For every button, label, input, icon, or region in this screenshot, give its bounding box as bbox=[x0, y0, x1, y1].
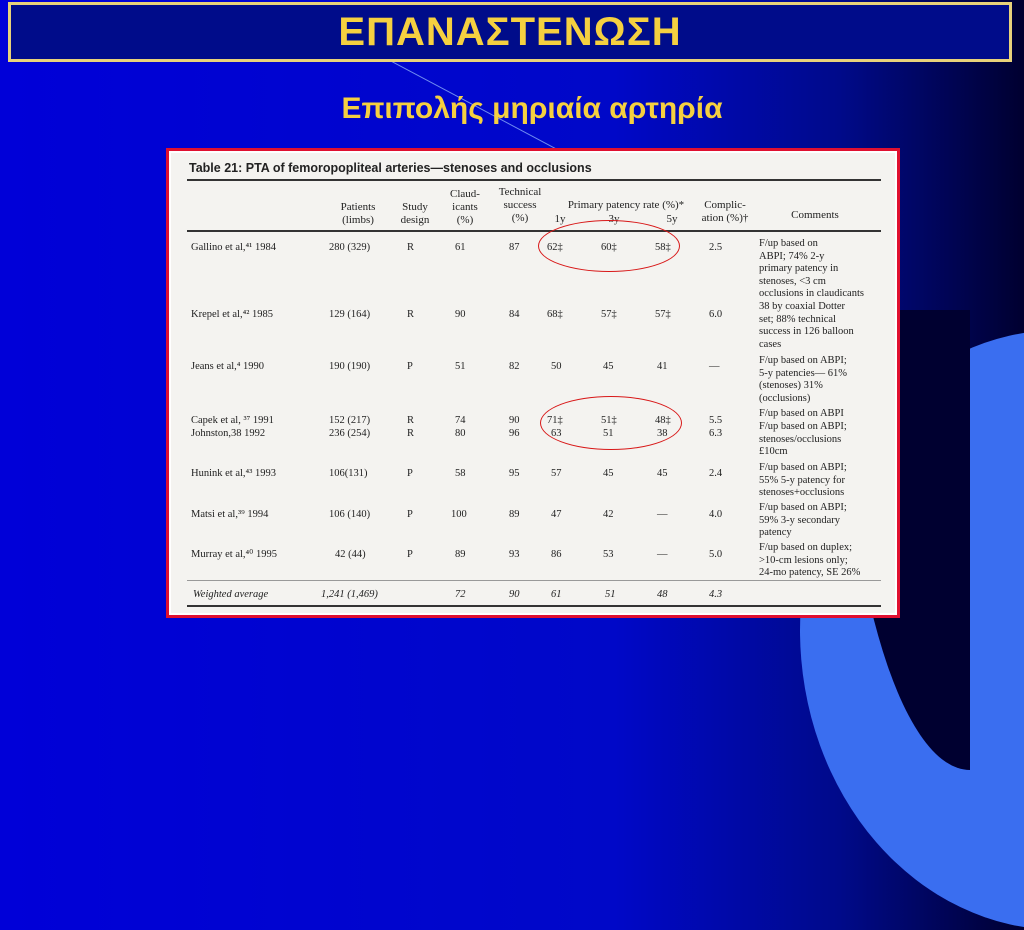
header-3y: 3y bbox=[608, 213, 620, 225]
average-rule bbox=[187, 580, 881, 581]
cell-3y: 42 bbox=[603, 509, 614, 520]
header-patients: Patients (limbs) bbox=[340, 201, 376, 226]
cell-5y: 48 bbox=[657, 589, 668, 600]
table-image-frame bbox=[166, 148, 900, 618]
cell-3y: 51 bbox=[605, 589, 616, 600]
header-claudicants: Claud- icants (%) bbox=[450, 188, 480, 226]
header-1y: 1y bbox=[554, 213, 566, 225]
comment-jeans: F/up based on ABPI; 5-y patencies— 61% (stenoses) 31% (occlusions) bbox=[759, 355, 848, 404]
header-5y: 5y bbox=[666, 213, 678, 225]
cell-1y: 63 bbox=[551, 428, 562, 439]
comment-gallino: F/up based on ABPI; 74% 2-y primary patency in stenoses, <3 cm occlusions in claudicants 38 by coaxial Dotter set; 88% technical success in 126 balloon cases bbox=[759, 238, 864, 350]
comment-murray: F/up based on duplex; >10-cm lesions only; 24-mo patency, SE 26% bbox=[759, 542, 861, 579]
cell-study: Capek et al, ³⁷ 1991 bbox=[191, 415, 274, 426]
cell-patients: 152 (217) bbox=[329, 415, 371, 426]
cell-1y: 50 bbox=[551, 361, 562, 372]
cell-tech: 87 bbox=[509, 242, 520, 253]
cell-patients: 42 (44) bbox=[335, 549, 366, 560]
cell-study: Gallino et al,⁴¹ 1984 bbox=[191, 242, 276, 253]
cell-tech: 96 bbox=[509, 428, 520, 439]
cell-3y: 57‡ bbox=[601, 309, 617, 320]
cell-claud: 58 bbox=[455, 468, 466, 479]
cell-tech: 90 bbox=[509, 589, 520, 600]
cell-study: Krepel et al,⁴² 1985 bbox=[191, 309, 274, 320]
cell-5y: 57‡ bbox=[655, 309, 671, 320]
table-caption: Table 21: PTA of femoropopliteal arteries—stenoses and occlusions bbox=[189, 161, 592, 175]
header-patency: Primary patency rate (%)* bbox=[567, 199, 685, 211]
cell-5y: 45 bbox=[657, 468, 668, 479]
header-rule bbox=[187, 230, 881, 232]
cell-5y: — bbox=[657, 549, 668, 560]
cell-3y: 53 bbox=[603, 549, 614, 560]
cell-claud: 74 bbox=[455, 415, 466, 426]
comment-capek: F/up based on ABPI bbox=[759, 408, 844, 419]
cell-comp: 4.0 bbox=[709, 509, 723, 520]
cell-claud: 89 bbox=[455, 549, 466, 560]
cell-tech: 84 bbox=[509, 309, 520, 320]
cell-comp: 4.3 bbox=[709, 589, 723, 600]
cell-3y: 60‡ bbox=[601, 242, 617, 253]
cell-patients: 106(131) bbox=[329, 468, 368, 479]
cell-study: Johnston,38 1992 bbox=[191, 428, 266, 439]
cell-5y: 48‡ bbox=[655, 415, 671, 426]
cell-claud: 80 bbox=[455, 428, 466, 439]
cell-3y: 45 bbox=[603, 468, 614, 479]
cell-5y: 58‡ bbox=[655, 242, 671, 253]
cell-design: R bbox=[407, 309, 415, 320]
cell-comp: 6.3 bbox=[709, 428, 723, 439]
header-comments: Comments bbox=[791, 209, 839, 221]
header-complication: Complic- ation (%)† bbox=[701, 199, 749, 224]
cell-claud: 100 bbox=[451, 509, 467, 520]
cell-claud: 61 bbox=[455, 242, 466, 253]
cell-tech: 95 bbox=[509, 468, 520, 479]
header-technical: Technical success (%) bbox=[498, 186, 542, 224]
cell-comp: — bbox=[709, 361, 720, 372]
cell-patients: 236 (254) bbox=[329, 428, 371, 439]
cell-patients: 190 (190) bbox=[329, 361, 371, 372]
cell-design: P bbox=[407, 468, 413, 479]
cell-design: P bbox=[407, 549, 413, 560]
cell-3y: 51‡ bbox=[601, 415, 617, 426]
cell-tech: 93 bbox=[509, 549, 520, 560]
cell-claud: 51 bbox=[455, 361, 466, 372]
title-bar bbox=[8, 2, 1012, 62]
cell-design: R bbox=[407, 415, 415, 426]
scanned-table bbox=[171, 153, 895, 613]
comment-hunink: F/up based on ABPI; 55% 5-y patency for stenoses+occlusions bbox=[759, 462, 847, 499]
cell-3y: 45 bbox=[603, 361, 614, 372]
cell-design: P bbox=[407, 509, 413, 520]
cell-1y: 47 bbox=[551, 509, 562, 520]
cell-patients: 1,241 (1,469) bbox=[321, 589, 378, 600]
highlight-circle-gallino bbox=[538, 220, 680, 272]
table-bottom-rule bbox=[187, 605, 881, 607]
caption-rule bbox=[187, 179, 881, 181]
cell-comp: 5.0 bbox=[709, 549, 723, 560]
cell-5y: — bbox=[657, 509, 668, 520]
cell-study: Jeans et al,⁴ 1990 bbox=[191, 361, 265, 372]
comment-johnston: F/up based on ABPI; stenoses/occlusions £10cm bbox=[759, 421, 847, 458]
cell-comp: 5.5 bbox=[709, 415, 723, 426]
cell-patients: 129 (164) bbox=[329, 309, 371, 320]
cell-tech: 82 bbox=[509, 361, 520, 372]
cell-1y: 61 bbox=[551, 589, 562, 600]
highlight-circle-capek-johnston bbox=[540, 396, 682, 450]
cell-5y: 41 bbox=[657, 361, 668, 372]
cell-study: Weighted average bbox=[193, 589, 269, 600]
cell-design: R bbox=[407, 242, 415, 253]
cell-study: Matsi et al,³⁹ 1994 bbox=[191, 509, 269, 520]
cell-design: P bbox=[407, 361, 413, 372]
cell-study: Hunink et al,⁴³ 1993 bbox=[191, 468, 276, 479]
cell-1y: 68‡ bbox=[547, 309, 563, 320]
cell-1y: 86 bbox=[551, 549, 562, 560]
cell-claud: 90 bbox=[455, 309, 466, 320]
cell-3y: 51 bbox=[603, 428, 614, 439]
cell-design: R bbox=[407, 428, 415, 439]
cell-1y: 62‡ bbox=[547, 242, 563, 253]
cell-claud: 72 bbox=[455, 589, 466, 600]
cell-comp: 6.0 bbox=[709, 309, 723, 320]
cell-patients: 280 (329) bbox=[329, 242, 371, 253]
cell-tech: 89 bbox=[509, 509, 520, 520]
cell-5y: 38 bbox=[657, 428, 668, 439]
cell-patients: 106 (140) bbox=[329, 509, 371, 520]
header-design: Study design bbox=[400, 201, 430, 226]
cell-1y: 57 bbox=[551, 468, 562, 479]
slide-title: ΕΠΑΝΑΣΤΕΝΩΣΗ bbox=[338, 9, 682, 54]
comment-matsi: F/up based on ABPI; 59% 3-y secondary patency bbox=[759, 502, 847, 539]
cell-comp: 2.4 bbox=[709, 468, 723, 479]
cell-comp: 2.5 bbox=[709, 242, 723, 253]
cell-1y: 71‡ bbox=[547, 415, 563, 426]
cell-study: Murray et al,⁴⁰ 1995 bbox=[191, 549, 278, 560]
slide-subtitle: Επιπολής μηριαία αρτηρία bbox=[341, 92, 723, 125]
cell-tech: 90 bbox=[509, 415, 520, 426]
